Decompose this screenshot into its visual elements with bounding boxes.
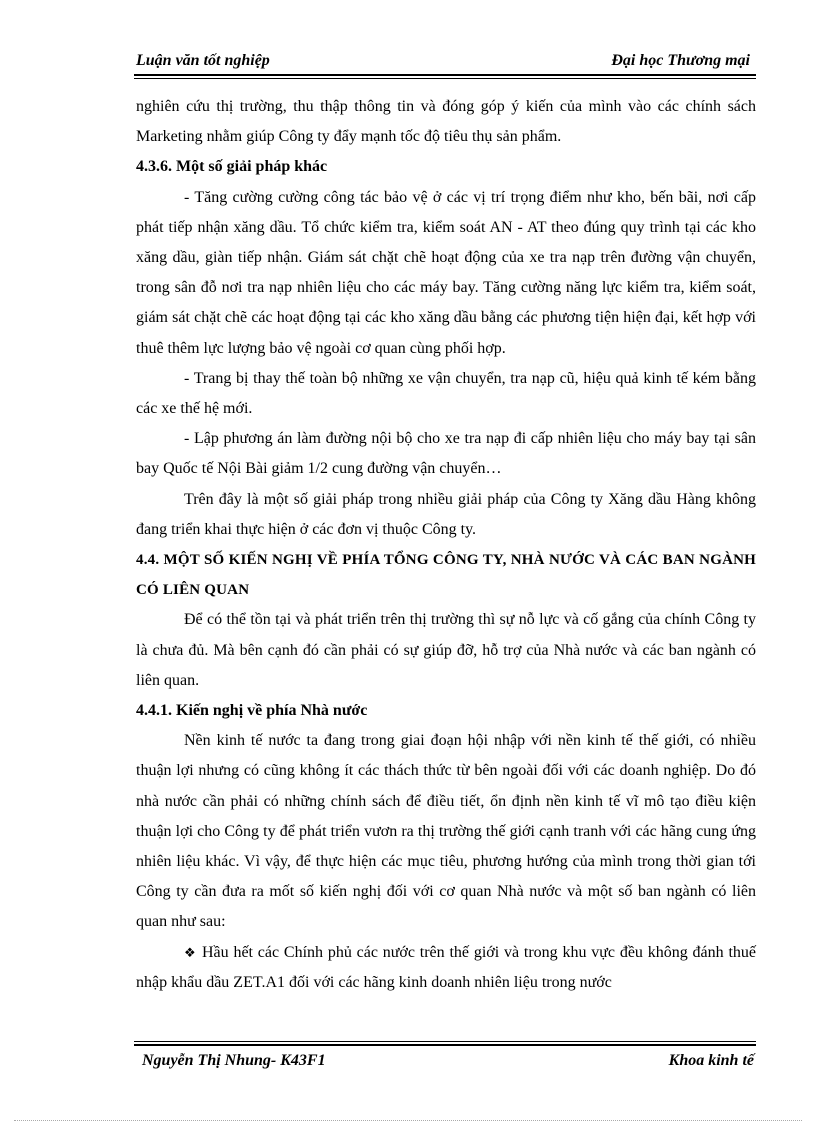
body-paragraph: - Trang bị thay thế toàn bộ những xe vận chuyển, tra nạp cũ, hiệu quả kinh tế kém bằng các xe thế hệ mới.: [136, 369, 756, 418]
body-paragraph: - Tăng cường cường công tác bảo vệ ở các vị trí trọng điểm như kho, bến bãi, nơi cấp phát tiếp nhận xăng dầu. Tổ chức kiểm tra, kiểm soát AN - AT theo đúng quy trình tại các kho xăng dầu, giàn tiếp nhận. Giám sát chặt chẽ hoạt động của xe tra nạp trên đường vận chuyển, trong sân đỗ nơi tra nạp nhiên liệu cho các máy bay. Tăng cường năng lực kiểm tra, kiểm soát, giám sát chặt chẽ các hoạt động tại các kho xăng dầu bằng các phương tiện hiện đại, kết hợp với thuê thêm lực lượng bảo vệ ngoài cơ quan cùng phối hợp.: [136, 188, 756, 357]
diamond-bullet-icon: ❖: [184, 944, 196, 960]
footer-rule-thin: [134, 1041, 756, 1042]
section-heading: 4.4. MỘT SỐ KIẾN NGHỊ VỀ PHÍA TỔNG CÔNG TY, NHÀ NƯỚC VÀ CÁC BAN NGÀNH CÓ LIÊN QUAN: [136, 552, 756, 599]
body-paragraph: Để có thể tồn tại và phát triển trên thị trường thì sự nỗ lực và cố gắng của chính Công ty là chưa đủ. Mà bên cạnh đó cần phải có sự giúp đỡ, hỗ trợ của Nhà nước và các ban ngành có liên quan.: [136, 611, 756, 689]
page-bottom-dotted-line: [14, 1120, 802, 1121]
header-right-title: Đại học Thương mại: [611, 52, 750, 69]
header-rule-thin: [134, 78, 756, 79]
footer-faculty: Khoa kinh tế: [668, 1052, 754, 1069]
page-footer: [142, 1052, 754, 1076]
section-heading: 4.4.1. Kiến nghị về phía Nhà nước: [136, 702, 368, 720]
header-left-title: Luận văn tốt nghiệp: [136, 52, 270, 69]
page-header: [136, 50, 756, 74]
body-paragraph: nghiên cứu thị trường, thu thập thông tin và đóng góp ý kiến của mình vào các chính sách Marketing nhằm giúp Công ty đẩy mạnh tốc độ tiêu thụ sản phẩm.: [136, 98, 756, 146]
header-rule-thick: [134, 74, 756, 76]
footer-rule-thick: [134, 1044, 756, 1046]
body-paragraph: [136, 938, 756, 998]
body-paragraph: - Lập phương án làm đường nội bộ cho xe tra nạp đi cấp nhiên liệu cho máy bay tại sân bay Quốc tế Nội Bài giảm 1/2 cung đường vận chuyển…: [136, 430, 756, 478]
body-paragraph: Nền kinh tế nước ta đang trong giai đoạn hội nhập với nền kinh tế thế giới, có nhiều thuận lợi nhưng có cũng không ít các thách thức từ bên ngoài đối với các doanh nghiệp. Do đó nhà nước cần phải có những chính sách để điều tiết, ổn định nền kinh tế vĩ mô tạo điều kiện thuận lợi cho Công ty để phát triển vươn ra thị trường thế giới cạnh tranh với các hãng cung ứng nhiên liệu khác. Vì vậy, để thực hiện các mục tiêu, phương hướng của mình trong thời gian tới Công ty cần đưa ra mốt số kiến nghị đối với cơ quan Nhà nước và một số ban ngành có liên quan như sau:: [136, 732, 756, 931]
section-heading: 4.3.6. Một số giải pháp khác: [136, 158, 328, 176]
document-body: [136, 92, 756, 998]
bullet-text: Hầu hết các Chính phủ các nước trên thế giới và trong khu vực đều không đánh thuế nhập khẩu dầu ZET.A1 đối với các hãng kinh doanh nhiên liệu trong nước: [136, 943, 756, 991]
body-paragraph: Trên đây là một số giải pháp trong nhiều giải pháp của Công ty Xăng dầu Hàng không đang triển khai thực hiện ở các đơn vị thuộc Công ty.: [136, 490, 756, 538]
footer-author: Nguyễn Thị Nhung- K43F1: [142, 1052, 326, 1069]
